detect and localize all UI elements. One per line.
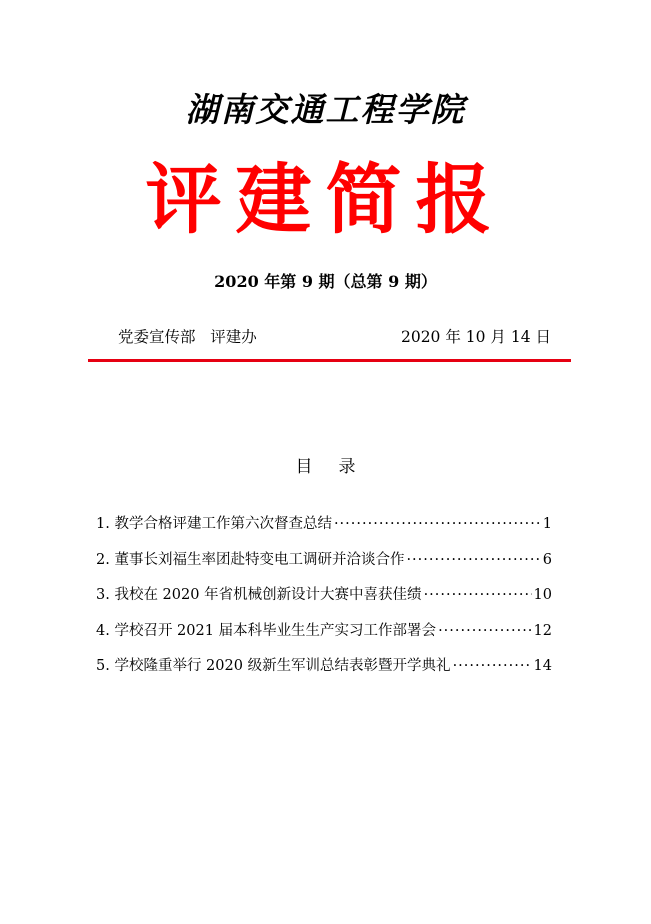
toc-item-page: 10 — [533, 587, 552, 603]
toc-dot-leader — [334, 513, 541, 535]
toc-item[interactable] — [96, 655, 552, 691]
toc-item-page: 14 — [533, 658, 552, 674]
toc-dot-leader — [438, 620, 531, 642]
toc-item-title: 2. 董事长刘福生率团赴特变电工调研并洽谈合作 — [96, 551, 405, 568]
header-divider — [88, 359, 571, 362]
toc-item[interactable] — [96, 513, 552, 549]
toc-item[interactable] — [96, 549, 552, 585]
publication-title: 评建简报 — [145, 155, 506, 244]
toc-item-title: 1. 教学合格评建工作第六次督查总结 — [96, 516, 332, 532]
toc-item-page: 1 — [542, 516, 552, 532]
toc-item-title: 5. 学校隆重举行 2020 级新生军训总结表彰暨开学典礼 — [96, 658, 451, 674]
toc-item-page: 6 — [542, 551, 552, 568]
toc-item-page: 12 — [533, 622, 552, 639]
toc-dot-leader — [424, 584, 532, 606]
toc-item-title: 3. 我校在 2020 年省机械创新设计大赛中喜获佳绩 — [96, 587, 422, 603]
toc-dot-leader — [406, 549, 540, 571]
toc-item-title: 4. 学校召开 2021 届本科毕业生生产实习工作部署会 — [96, 622, 437, 639]
issue-number: 2020 年第 9 期（总第 9 期） — [214, 272, 437, 291]
department-line: 党委宣传部 评建办 — [118, 328, 257, 346]
school-name: 湖南交通工程学院 — [185, 90, 466, 129]
table-of-contents — [96, 513, 552, 691]
toc-heading: 目录 — [295, 457, 382, 477]
publication-date: 2020 年 10 月 14 日 — [400, 328, 551, 346]
toc-item[interactable] — [96, 584, 552, 620]
toc-item[interactable] — [96, 620, 552, 656]
toc-dot-leader — [453, 655, 532, 677]
